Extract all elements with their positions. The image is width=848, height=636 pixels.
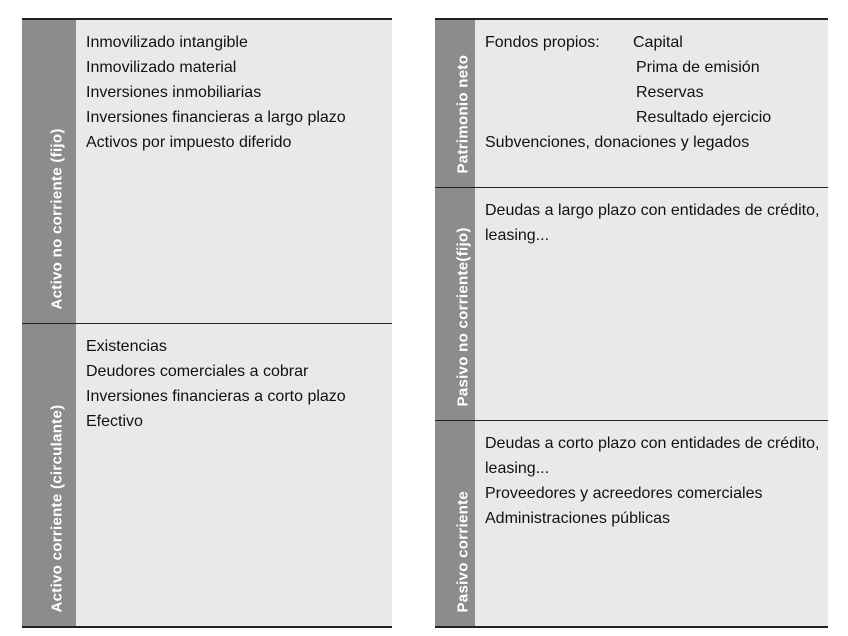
non-current-assets-label: Activo no corriente (fijo) xyxy=(48,128,66,310)
non-current-assets-list xyxy=(86,30,386,155)
equity-label: Patrimonio neto xyxy=(454,54,472,174)
equity-section xyxy=(435,20,828,187)
non-current-assets-section xyxy=(22,20,392,323)
list-item: Reservas xyxy=(636,84,704,101)
equity-list xyxy=(485,30,822,155)
current-liabilities-section xyxy=(435,420,828,626)
equity-liabilities-panel xyxy=(435,18,828,628)
list-item: Inversiones financieras a largo plazo xyxy=(86,109,346,126)
list-item: Proveedores y acreedores comerciales xyxy=(485,485,763,502)
equity-sidebar xyxy=(435,20,475,187)
current-liabilities-list xyxy=(485,431,822,531)
list-item: Deudas a largo plazo con entidades de crédito, leasing... xyxy=(485,202,820,244)
list-item: Existencias xyxy=(86,338,167,355)
current-assets-sidebar xyxy=(22,324,76,626)
list-item: Subvenciones, donaciones y legados xyxy=(485,134,750,151)
non-current-liabilities-label: Pasivo no corriente(fijo) xyxy=(454,227,472,407)
list-item: Activos por impuesto diferido xyxy=(86,134,292,151)
non-current-liabilities-section xyxy=(435,187,828,420)
list-item: Efectivo xyxy=(86,413,143,430)
list-item: Deudores comerciales a cobrar xyxy=(86,363,309,380)
list-item: Capital xyxy=(633,34,683,51)
current-assets-section xyxy=(22,323,392,626)
list-item: Inversiones financieras a corto plazo xyxy=(86,388,346,405)
list-item: Inmovilizado material xyxy=(86,59,237,76)
current-liabilities-sidebar xyxy=(435,421,475,626)
list-item: Resultado ejercicio xyxy=(636,109,772,126)
own-funds-label: Fondos propios: xyxy=(485,34,600,51)
current-assets-list xyxy=(86,334,386,434)
list-item: Inversiones inmobiliarias xyxy=(86,84,262,101)
current-assets-label: Activo corriente (circulante) xyxy=(48,404,66,613)
list-item: Deudas a corto plazo con entidades de crédito, leasing... xyxy=(485,435,820,477)
list-item: Inmovilizado intangible xyxy=(86,34,248,51)
assets-panel xyxy=(22,18,392,628)
list-item: Administraciones públicas xyxy=(485,510,670,527)
current-liabilities-label: Pasivo corriente xyxy=(454,490,472,613)
list-item: Prima de emisión xyxy=(636,59,760,76)
non-current-assets-sidebar xyxy=(22,20,76,323)
own-funds-row xyxy=(485,30,822,55)
non-current-liabilities-sidebar xyxy=(435,188,475,420)
non-current-liabilities-list xyxy=(485,198,822,248)
